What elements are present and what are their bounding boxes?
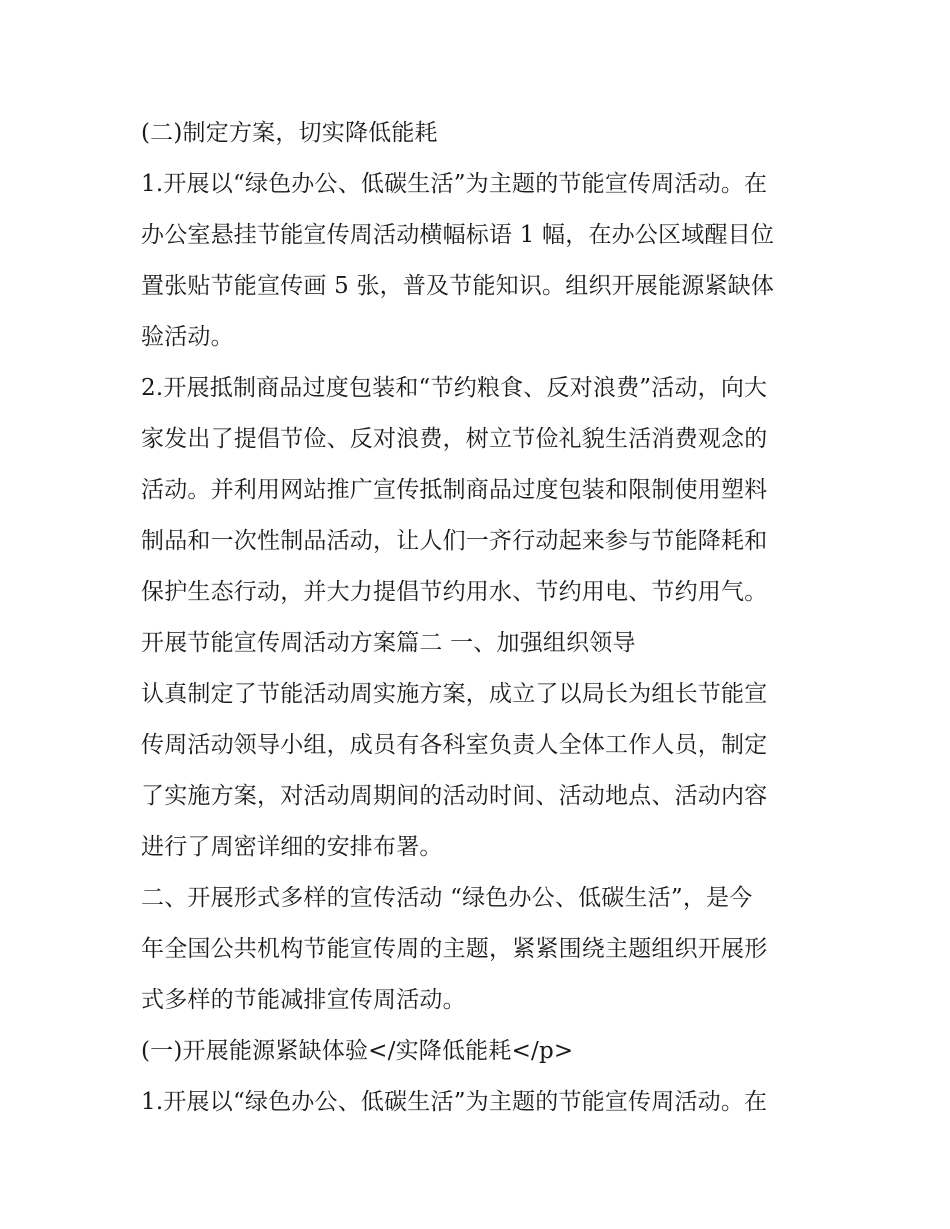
text-line: 进行了周密详细的安排布署。 xyxy=(141,834,443,860)
text-line: 家发出了提倡节俭、反对浪费，树立节俭礼貌生活消费观念的 xyxy=(141,426,768,452)
text-line: 认真制定了节能活动周实施方案，成立了以局长为组长节能宣 xyxy=(141,681,768,707)
section-title-line: 开展节能宣传周活动方案篇二 一、加强组织领导 xyxy=(141,630,636,656)
text-line: 办公室悬挂节能宣传周活动横幅标语 1 幅，在办公区域醒目位 xyxy=(141,222,775,248)
text-line: 年全国公共机构节能宣传周的主题，紧紧围绕主题组织开展形 xyxy=(141,936,768,962)
heading-line: (二)制定方案，切实降低能耗 xyxy=(141,120,438,146)
document-page xyxy=(141,108,813,1128)
text-line: 制品和一次性制品活动，让人们一齐行动起来参与节能降耗和 xyxy=(141,528,768,554)
text-line: 式多样的节能减排宣传周活动。 xyxy=(141,987,466,1013)
text-line: 1.开展以“绿色办公、低碳生活”为主题的节能宣传周活动。在 xyxy=(141,171,768,197)
text-line: 置张贴节能宣传画 5 张，普及节能知识。组织开展能源紧缺体 xyxy=(141,273,775,299)
text-line: 二、开展形式多样的宣传活动 “绿色办公、低碳生活”，是今 xyxy=(141,885,753,911)
text-line: 传周活动领导小组，成员有各科室负责人全体工作人员，制定 xyxy=(141,732,768,758)
subheading-line: (一)开展能源紧缺体验</实降低能耗</p> xyxy=(141,1038,574,1064)
text-line: 活动。并利用网站推广宣传抵制商品过度包装和限制使用塑料 xyxy=(141,477,768,503)
text-line: 验活动。 xyxy=(141,324,234,350)
text-line: 保护生态行动，并大力提倡节约用水、节约用电、节约用气。 xyxy=(141,579,768,605)
text-line: 2.开展抵制商品过度包装和“节约粮食、反对浪费”活动，向大 xyxy=(141,375,768,401)
text-line: 1.开展以“绿色办公、低碳生活”为主题的节能宣传周活动。在 xyxy=(141,1089,768,1115)
text-line: 了实施方案，对活动周期间的活动时间、活动地点、活动内容 xyxy=(141,783,768,809)
